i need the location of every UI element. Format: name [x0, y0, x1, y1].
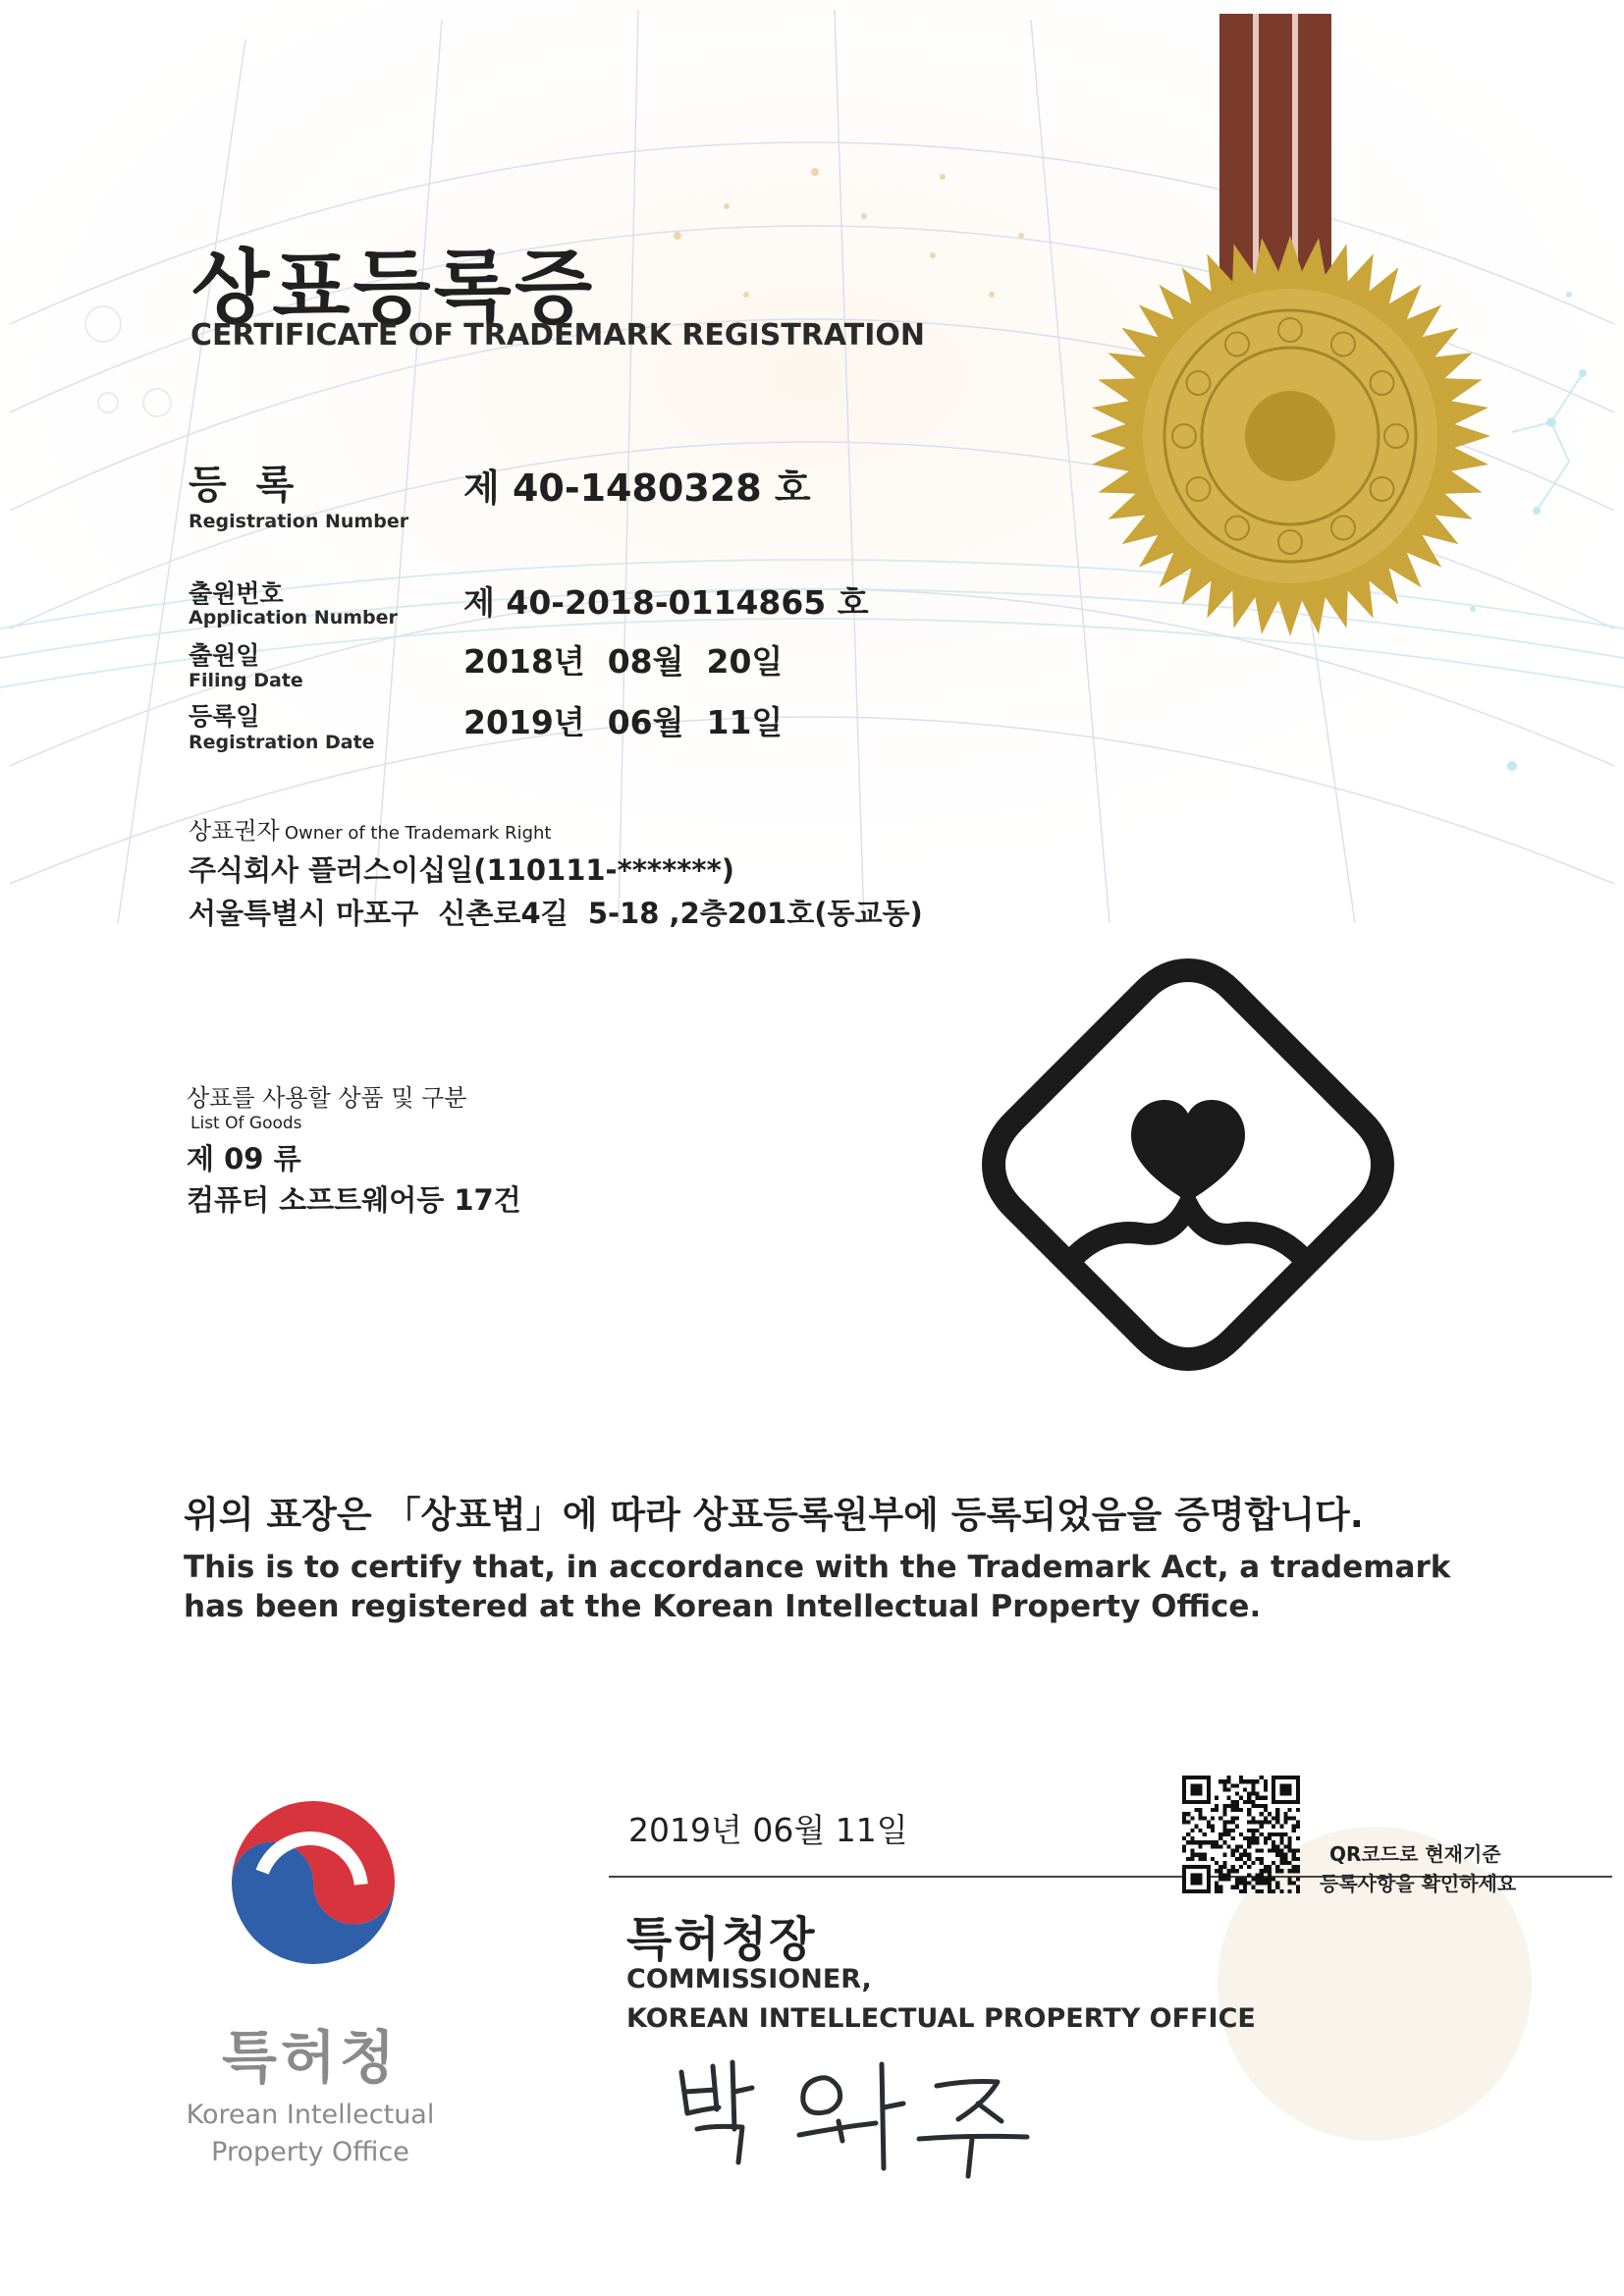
registration-date-label-en: Registration Date [189, 732, 375, 753]
goods-class: 제 09 류 [187, 1142, 301, 1175]
goods-items: 컴퓨터 소프트웨어등 17건 [187, 1183, 521, 1217]
commissioner-title-ko: 특허청장 [626, 1912, 817, 1967]
certificate-title-ko: 상표등록증 [191, 242, 596, 335]
owner-label-en: Owner of the Trademark Right [284, 823, 552, 844]
commissioner-signature [674, 2052, 1066, 2180]
registration-label-ko: 등 록 [189, 463, 302, 508]
registration-date-label-ko: 등록일 [189, 702, 260, 731]
qr-note-line-2: 등록사항을 확인하세요 [1320, 1872, 1517, 1895]
owner-address: 서울특별시 마포구 신촌로4길 5-18 ,2층201호(동교동) [189, 897, 923, 930]
application-label-en: Application Number [189, 607, 398, 629]
kipo-name-ko: 특허청 [221, 2024, 400, 2091]
qr-note-line-1: QR코드로 현재기준 [1329, 1842, 1501, 1866]
issue-date: 2019년 06월 11일 [628, 1811, 908, 1849]
commissioner-title-en-1: COMMISSIONER, [626, 1964, 872, 1995]
goods-label-en: List Of Goods [190, 1114, 302, 1133]
kipo-name-en-2: Property Office [211, 2137, 409, 2167]
certification-statement-ko: 위의 표장은 「상표법」에 따라 상표등록원부에 등록되었음을 증명합니다. [184, 1494, 1364, 1536]
qr-code[interactable] [1182, 1776, 1300, 1893]
application-label-ko: 출원번호 [189, 579, 284, 608]
owner-label-ko: 상표권자 [189, 817, 280, 845]
trademark-logo [978, 949, 1398, 1381]
filing-date: 2018년 08월 20일 [463, 642, 784, 681]
commissioner-title-en-2: KOREAN INTELLECTUAL PROPERTY OFFICE [626, 2003, 1256, 2034]
kipo-emblem [214, 1793, 406, 1986]
gold-seal [1086, 232, 1494, 640]
certification-statement-en-1: This is to certify that, in accordance with the Trademark Act, a trademark [184, 1550, 1451, 1585]
certificate-title-en: CERTIFICATE OF TRADEMARK REGISTRATION [190, 318, 926, 353]
registration-date: 2019년 06월 11일 [463, 703, 784, 741]
kipo-name-en-1: Korean Intellectual [186, 2100, 435, 2130]
registration-label-en: Registration Number [189, 511, 409, 532]
goods-label-ko: 상표를 사용할 상품 및 구분 [187, 1084, 467, 1112]
owner-name: 주식회사 플러스이십일(110111-*******) [189, 853, 735, 887]
filing-date-label-en: Filing Date [189, 670, 303, 691]
registration-number: 제 40-1480328 호 [463, 466, 811, 510]
owner-label [189, 811, 551, 846]
application-number: 제 40-2018-0114865 호 [463, 583, 869, 622]
certification-statement-en-2: has been registered at the Korean Intellectual Property Office. [184, 1589, 1262, 1624]
filing-date-label-ko: 출원일 [189, 641, 260, 670]
